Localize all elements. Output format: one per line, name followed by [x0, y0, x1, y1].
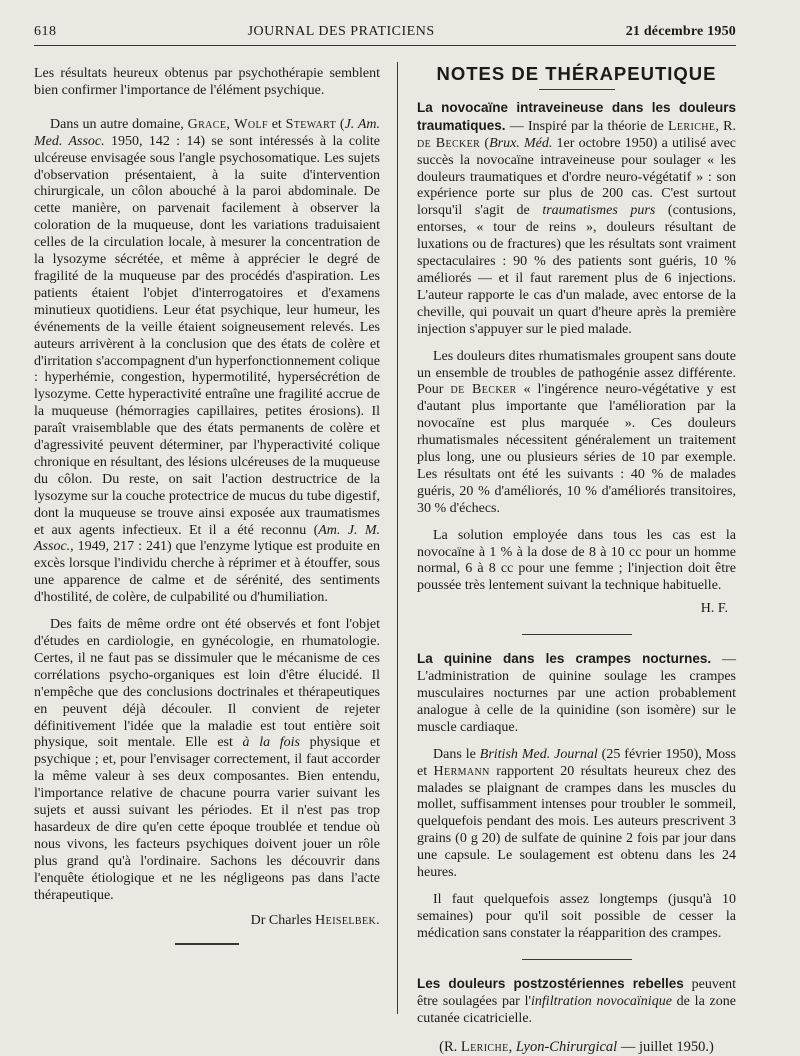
article-reference: (R. Leriche, Lyon-Chirurgical — juillet 1950.) — [439, 1039, 714, 1056]
author-names: Grace, Wolf — [187, 116, 268, 132]
article-title-zoster: Les douleurs postzostériennes rebelles — [417, 975, 684, 991]
left-column — [34, 66, 380, 948]
journal-ref: J. Am. Med. Assoc. — [34, 116, 380, 149]
column-divider — [397, 62, 398, 1014]
end-ornament-rule — [175, 943, 239, 948]
page-number: 618 — [34, 24, 57, 39]
article-separator-2 — [522, 959, 632, 960]
author-signature: Dr Charles Heiselbek. — [250, 912, 380, 928]
article-signature: H. F. — [700, 601, 728, 617]
article-separator — [522, 634, 632, 635]
left-paragraph-1: Les résultats heureux obtenus par psychothérapie semblent bien confirmer l'importance de l'élément psychique. — [34, 66, 380, 98]
left-paragraph-2: Dans un autre domaine, Grace, Wolf et Stewart (J. Am. Med. Assoc. 1950, 142 : 14) se sont intéressés à la colite ulcéreuse envisagée sous l'angle psychosomatique. Les sujets d'observation présentaient, à la suite d'intervention chirurgicale, un côlon abouché à la paroi abdominale. De cette manière, on parvenait facilement à observer la coloration de la muqueuse, dont les variations traduisaient celles de la circulation locale, à mesurer la concentration de la lysozyme sécrétée, et même à apprécier le degré de fragilité de la muqueuse par des procédés d'aspiration. Les patients étaient l'objet d'interrogatoires et d'examens minutieux quotidiens. Leur état psychique, leur humeur, les événements de la veille étaient soigneusement relevés. Les auteurs arrivèrent à la conclusion que des états de colère et d'irritation s'accompagnent d'un hyperfonctionnement colique : hyperhémie, congestion, hypermotilité, hypersécrétion de lysozyme. Cette hyperactivité entraîne une fragilité accrue de la muqueuse (hémorragies capillaires, petites érosions). Il paraît vraisemblable que des états permanents de colère et d'agressivité peuvent déterminer, par l'hyperactivité colique chronique en résultant, des lésions ulcéreuses de la muqueuse du côlon. Du reste, on sait l'action destructrice de la lysozyme sur la couche protectrice de mucus du tube digestif, dont la muqueuse se trouve ainsi exposée aux traumatismes et aux agents infectieux. Et il a été reconnu (Am. J. M. Assoc., 1949, 217 : 241) que l'enzyme lytique est produite en excès lorsque l'individu cherche à réprimer et à étouffer, sous une apparence de calme et de sérénité, des sentiments d'hostilité, de colère, de culpabilité ou d'humiliation. — [34, 116, 380, 606]
header-rule — [34, 45, 736, 46]
section-title: NOTES DE THÉRAPEUTIQUE — [436, 63, 717, 84]
left-paragraph-3: Des faits de même ordre ont été observés et font l'objet d'études en cardiologie, en gynécologie, en rhumatologie. Certes, il ne faut pas se dissimuler que le mécanisme de ces corrélations psycho-organiques est loin d'être élucidé. Il n'empêche que des conclusions doctrinales et thérapeutiques en peuvent déjà découler. Il convient de rejeter définitivement l'idée que la maladie est tout entière soit physique, soit mentale. Elle est à la fois physique et psychique ; et, pour l'envisager correctement, il faut accorder la même valeur à ses deux composantes. Bien entendu, l'importance relative de chacune pourra varier suivant les sujets et aussi suivant les périodes. Et il n'est pas trop hasardeux de dire qu'en cette époque troublée et tendue où nous vivons, les facteurs psychiques doivent jouer un rôle plus grand qu'à l'ordinaire. Sachons les découvrir dans l'enquête étiologique et ne les négligeons pas dans l'acte thérapeutique. — [34, 617, 381, 903]
issue-date: 21 décembre 1950 — [625, 24, 736, 39]
author-name: Stewart — [285, 116, 337, 132]
article-quinine-p1: La quinine dans les crampes nocturnes. — L'administration de quinine soulage les crampes musculaires nocturnes par une action probablement analogue à celle de la quinidine (son isomère) sur le muscle cardiaque. — [417, 651, 737, 735]
journal-title: JOURNAL DES PRATICIENS — [247, 24, 435, 39]
right-column — [417, 64, 736, 1056]
article-novocaine-p3: La solution employée dans tous les cas est la novocaïne à 1 % à la dose de 8 à 10 cc pour un homme normal, 6 à 8 cc pour une femme ; l'injection doit être poussée très lentement suivant la technique habituelle. — [417, 527, 736, 594]
article-quinine-p2: Dans le British Med. Journal (25 février 1950), Moss et Hermann rapportent 20 résultats heureux chez des malades se plaignant de crampes dans les muscles du mollet, suffisamment intenses pour troubler le sommeil, quelquefois pendant des mois. Les auteurs prescrivent 3 grains (0 g 20) de sulfate de quinine 2 fois par jour dans une capsule. Le soulagement est obtenu dans les 24 heures. — [417, 746, 736, 881]
article-title-novocaine: La novocaïne intraveineuse dans les douleurs traumatiques. — [417, 99, 736, 133]
journal-ref-2: Am. J. M. Assoc. — [34, 522, 380, 555]
article-title-quinine: La quinine dans les crampes nocturnes. — [417, 651, 712, 667]
article-novocaine-p2: Les douleurs dites rhumatismales groupent sans doute un ensemble de troubles de pathogénie assez différente. Pour de Becker « l'ingérence neuro-végétative y est d'autant plus importante que l'amélioration par la novocaïne est plus marquée ». Ces douleurs rhumatismales nécessitent généralement un traitement plus long, une ou plusieurs séries de 10 par exemple. Les résultats ont été les suivants : 40 % de malades guéris, 20 % d'améliorés, 10 % d'améliorés transitoires, 30 % d'échecs. — [417, 348, 737, 516]
article-novocaine-p1: La novocaïne intraveineuse dans les douleurs traumatiques. — Inspiré par la théorie de Leriche, R. de Becker (Brux. Méd. 1er octobre 1950) a utilisé avec succès la novocaïne intraveineuse pour soulager « les douleurs traumatiques et d'ordre neuro-végétatif » : son expérience porte sur plus de 200 cas. C'est surtout lorsqu'il s'agit de traumatismes purs (contusions, entorses, « tour de reins », douleurs résultant de luxations ou de fractures) que les résultats sont vraiment spectaculaires : 90 % des patients sont guéris, 10 % améliorés — et il faut rarement plus de 6 injections. L'auteur rapporte le cas d'un malade, avec entorse de la cheville, qui pouvait un quart d'heure après la première injection s'appuyer sur le pied malade. — [417, 99, 737, 337]
article-quinine-p3: Il faut quelquefois assez longtemps (jusqu'à 10 semaines) pour qu'il soit possible de cesser la médication sans constater la réapparition des crampes. — [417, 891, 736, 941]
page-header — [34, 24, 736, 40]
article-zoster-p1: Les douleurs postzostériennes rebelles peuvent être soulagées par l'infiltration novocaïnique de la zone cutanée cicatricielle. — [417, 975, 736, 1026]
